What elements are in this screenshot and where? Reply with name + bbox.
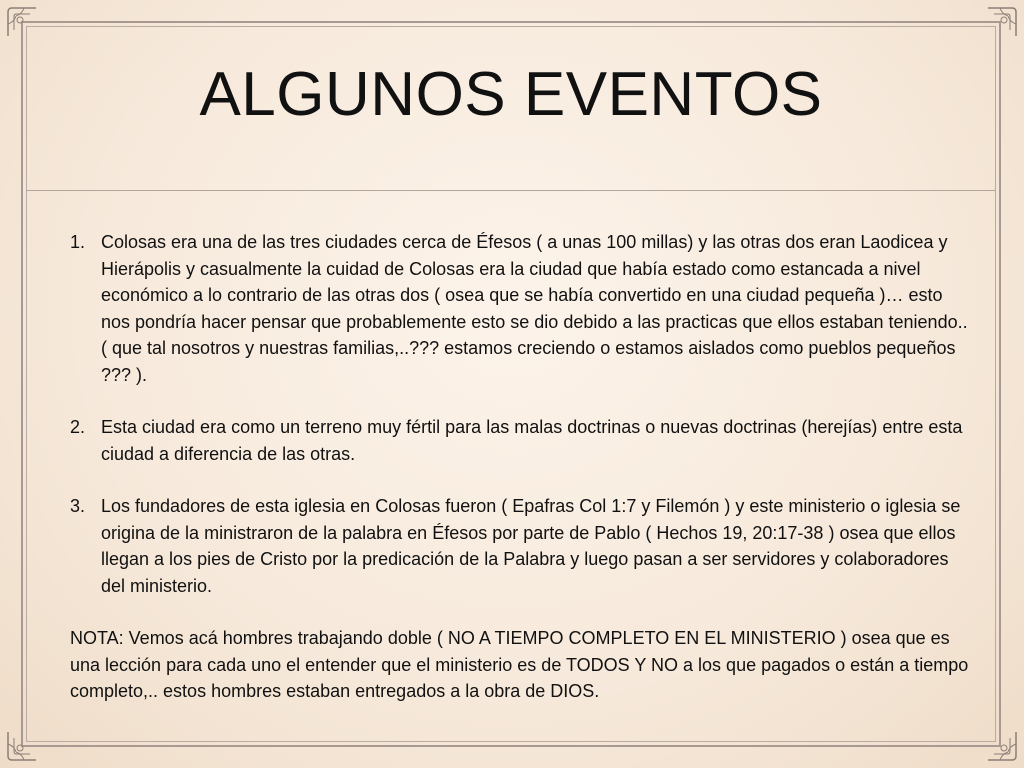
list-item: [70, 414, 970, 467]
list-item-text: Los fundadores de esta iglesia en Colosas fueron ( Epafras Col 1:7 y Filemón ) y este ministerio o iglesia se origina de la ministraron de la palabra en Éfesos por parte de Pablo ( Hechos 19, 20:17-38 ) osea que ellos llegan a los pies de Cristo por la predicación de la Palabra y luego pasan a ser servidores y colaboradores del ministerio.: [101, 496, 961, 596]
note-paragraph: NOTA: Vemos acá hombres trabajando doble ( NO A TIEMPO COMPLETO EN EL MINISTERIO ) osea que es una lección para cada uno el entender que el ministerio es de TODOS Y NO a los que pagados o están a tiempo completo,.. estos hombres estaban entregados a la obra de DIOS.: [70, 628, 969, 701]
list-item-number: 2.: [70, 417, 86, 437]
list-item-text: Colosas era una de las tres ciudades cerca de Éfesos ( a unas 100 millas) y las otras dos eran Laodicea y Hierápolis y casualmente la cuidad de Colosas era la ciudad que había estado como estancada a nivel económico a lo contrario de las otras dos ( osea que se había convertido en una ciudad pequeña )… esto nos pondría hacer pensar que probablemente esto se dio debido a las practicas que ellos estaban teniendo..( que tal nosotros y nuestras familias,..??? estamos creciendo o estamos aislados como pueblos pequeños ??? ).: [101, 232, 968, 385]
list-item-number: 3.: [70, 496, 86, 516]
ornamental-corner-icon: [984, 4, 1020, 40]
title-divider: [26, 190, 996, 191]
ornamental-corner-icon: [4, 728, 40, 764]
list-item: [70, 229, 970, 388]
ornamental-corner-icon: [984, 728, 1020, 764]
list-item-text: Esta ciudad era como un terreno muy fértil para las malas doctrinas o nuevas doctrinas (herejías) entre esta ciudad a diferencia de las otras.: [101, 417, 963, 464]
slide-title: ALGUNOS EVENTOS: [199, 60, 823, 129]
list-item-number: 1.: [70, 232, 86, 252]
list-item: [70, 493, 970, 599]
slide-body: [70, 229, 970, 705]
ornamental-corner-icon: [4, 4, 40, 40]
